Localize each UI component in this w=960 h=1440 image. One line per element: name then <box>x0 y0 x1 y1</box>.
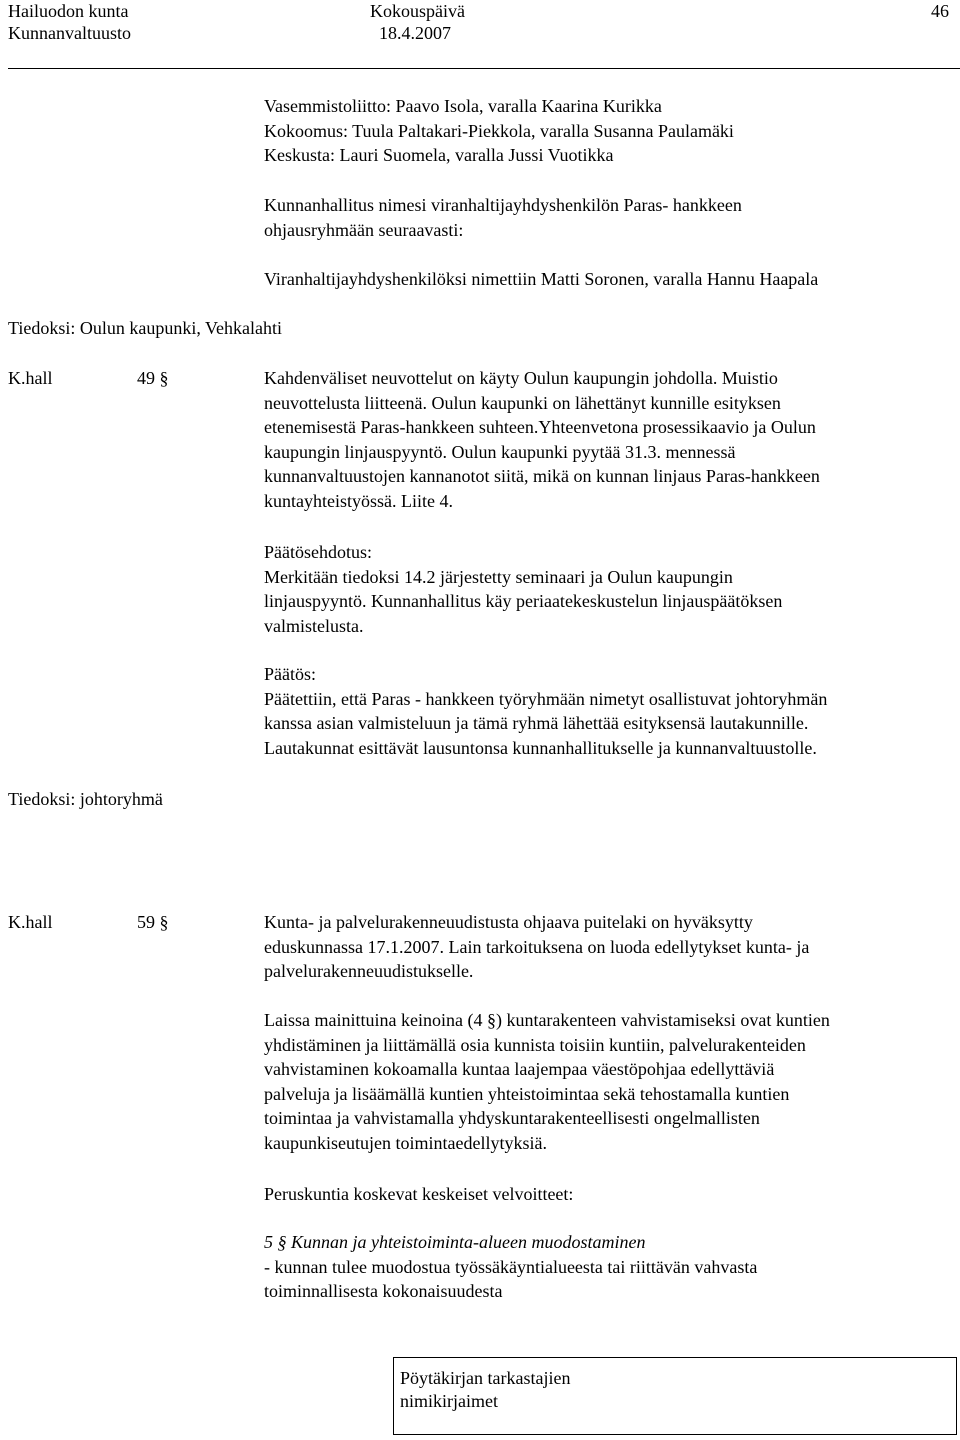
item59-means-line: yhdistäminen ja liittämällä osia kunnista toisiin kuntiin, palvelurakenteiden <box>264 1034 806 1055</box>
item49-number: 49 § <box>137 368 169 388</box>
intro-kunnanhallitus <box>264 193 954 242</box>
decision-line: Päätettiin, että Paras - hankkeen työryhmään nimetyt osallistuvat johtoryhmän <box>264 688 828 709</box>
item59-intro <box>264 910 954 984</box>
tiedoksi-johtoryhma: Tiedoksi: johtoryhmä <box>8 789 163 809</box>
item49-line: kuntayhteistyössä. Liite 4. <box>264 490 453 511</box>
member-line: Keskusta: Lauri Suomela, varalla Jussi Vuotikka <box>264 145 614 165</box>
item59-intro-line: Kunta- ja palvelurakenneuudistusta ohjaava puitelaki on hyväksytty <box>264 912 753 932</box>
decision-label: Päätös: <box>264 664 316 684</box>
proposal-line: valmistelusta. <box>264 615 364 636</box>
item59-number: 59 § <box>137 912 169 932</box>
item59-means-line: kaupunkiseutujen toimintaedellytyksiä. <box>264 1132 547 1153</box>
proposal-line: linjauspyyntö. Kunnanhallitus käy periaatekeskustelun linjauspäätöksen <box>264 591 783 611</box>
decision-line: Lautakunnat esittävät lausuntonsa kunnanhallitukselle ja kunnanvaltuustolle. <box>264 737 817 758</box>
member-line: Kokoomus: Tuula Paltakari-Piekkola, varalla Susanna Paulamäki <box>264 120 734 141</box>
proposal-line: Merkitään tiedoksi 14.2 järjestetty seminaari ja Oulun kaupungin <box>264 566 733 587</box>
tiedoksi-oulun: Tiedoksi: Oulun kaupunki, Vehkalahti <box>8 318 282 338</box>
kunnanhallitus-line: Kunnanhallitus nimesi viranhaltijayhdyshenkilön Paras- hankkeen <box>264 195 742 215</box>
initials-label-line: Pöytäkirjan tarkastajien <box>400 1368 571 1388</box>
header-divider <box>8 68 960 69</box>
item49-line: neuvottelusta liitteenä. Oulun kaupunki on lähettänyt kunnille esityksen <box>264 392 781 413</box>
item59-intro-line: eduskunnassa 17.1.2007. Lain tarkoituksena on luoda edellytykset kunta- ja <box>264 936 810 957</box>
initials-label-line: nimikirjaimet <box>400 1391 498 1411</box>
item49-line: kaupungin linjauspyyntö. Oulun kaupunki pyytää 31.3. mennessä <box>264 441 736 462</box>
item59-org: K.hall <box>8 912 53 932</box>
section5-line: toiminnallisesta kokonaisuudesta <box>264 1281 503 1301</box>
initials-label <box>400 1367 570 1413</box>
header-page-number: 46 <box>931 1 949 21</box>
section5-line: - kunnan tulee muodostua työssäkäyntialueesta tai riittävän vahvasta <box>264 1256 758 1277</box>
item49-line: Kahdenväliset neuvottelut on käyty Oulun kaupungin johdolla. Muistio <box>264 368 778 388</box>
item59-means-line: vahvistaminen kokoamalla kuntaa laajempaa väestöpohjaa edellyttäviä <box>264 1059 775 1079</box>
item59-intro-line: palvelurakenneuudistukselle. <box>264 961 474 981</box>
kunnanhallitus-line: ohjausryhmään seuraavasti: <box>264 219 464 240</box>
item59-obligations-label: Peruskuntia koskevat keskeiset velvoitteet: <box>264 1184 574 1204</box>
intro-members <box>264 94 954 168</box>
header-body: Kunnanvaltuusto <box>8 23 131 43</box>
item49-proposal <box>264 540 954 638</box>
item49-line: etenemisestä Paras-hankkeen suhteen.Yhteenvetona prosessikaavio ja Oulun <box>264 417 816 437</box>
section5-title: 5 § Kunnan ja yhteistoiminta-alueen muodostaminen <box>264 1232 646 1252</box>
item59-section5 <box>264 1230 954 1304</box>
item49-text <box>264 366 954 513</box>
decision-line: kanssa asian valmisteluun ja tämä ryhmä lähettää esityksensä lautakunnille. <box>264 713 809 733</box>
header-meeting-date: 18.4.2007 <box>379 23 451 43</box>
item59-means-line: toimintaa ja vahvistamalla yhdyskuntarakenteellisesti ongelmallisten <box>264 1108 760 1128</box>
item59-means-line: palveluja ja lisäämällä kuntien yhteistoimintaa sekä tehostamalla kuntien <box>264 1083 790 1104</box>
item59-means <box>264 1008 954 1155</box>
item49-org: K.hall <box>8 368 53 388</box>
header-meeting-label: Kokouspäivä <box>370 1 465 21</box>
item59-means-line: Laissa mainittuina keinoina (4 §) kuntarakenteen vahvistamiseksi ovat kuntien <box>264 1010 830 1030</box>
intro-viranhaltija: Viranhaltijayhdyshenkilöksi nimettiin Matti Soronen, varalla Hannu Haapala <box>264 269 819 289</box>
proposal-label: Päätösehdotus: <box>264 542 372 562</box>
header-municipality: Hailuodon kunta <box>8 1 129 21</box>
item49-line: kunnanvaltuustojen kannanotot siitä, mikä on kunnan linjaus Paras-hankkeen <box>264 466 820 486</box>
item49-decision <box>264 662 954 760</box>
member-line: Vasemmistoliitto: Paavo Isola, varalla Kaarina Kurikka <box>264 96 662 116</box>
